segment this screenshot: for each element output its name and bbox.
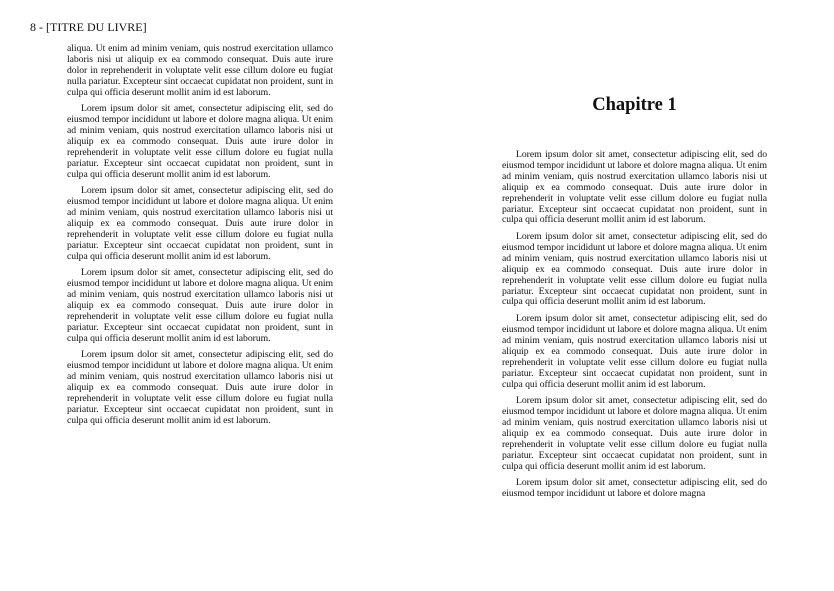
right-page-text xyxy=(502,150,767,506)
paragraph: Lorem ipsum dolor sit amet, consectetur adipiscing elit, sed do eiusmod tempor incididunt ut labore et dolore magna xyxy=(502,477,767,500)
paragraph: Lorem ipsum dolor sit amet, consectetur adipiscing elit, sed do eiusmod tempor incididunt ut labore et dolore magna aliqua. Ut enim ad minim veniam, quis nostrud exercitation ullamco laboris nisi ut aliquip ex ea commodo consequat. Duis aute irure dolor in reprehenderit in voluptate velit esse cillum dolore eu fugiat nulla pariatur. Excepteur sint occaecat cupidatat non proident, sunt in culpa qui officia deserunt mollit anim id est laborum. xyxy=(502,231,767,308)
paragraph: Lorem ipsum dolor sit amet, consectetur adipiscing elit, sed do eiusmod tempor incididunt ut labore et dolore magna aliqua. Ut enim ad minim veniam, quis nostrud exercitation ullamco laboris nisi ut aliquip ex ea commodo consequat. Duis aute irure dolor in reprehenderit in voluptate velit esse cillum dolore eu fugiat nulla pariatur. Excepteur sint occaecat cupidatat non proident, sunt in culpa qui officia deserunt mollit anim id est laborum. xyxy=(502,150,767,226)
right-page-text-area xyxy=(502,150,767,546)
paragraph: Lorem ipsum dolor sit amet, consectetur adipiscing elit, sed do eiusmod tempor incididunt ut labore et dolore magna aliqua. Ut enim ad minim veniam, quis nostrud exercitation ullamco laboris nisi ut aliquip ex ea commodo consequat. Duis aute irure dolor in reprehenderit in voluptate velit esse cillum dolore eu fugiat nulla pariatur. Excepteur sint occaecat cupidatat non proident, sunt in culpa qui officia deserunt mollit anim id est laborum. xyxy=(67,185,333,262)
chapter-title: Chapitre 1 xyxy=(592,95,677,115)
paragraph: Lorem ipsum dolor sit amet, consectetur adipiscing elit, sed do eiusmod tempor incididunt ut labore et dolore magna aliqua. Ut enim ad minim veniam, quis nostrud exercitation ullamco laboris nisi ut aliquip ex ea commodo consequat. Duis aute irure dolor in reprehenderit in voluptate velit esse cillum dolore eu fugiat nulla pariatur. Excepteur sint occaecat cupidatat non proident, sunt in culpa qui officia deserunt mollit anim id est laborum. xyxy=(67,267,333,344)
continued-paragraph: aliqua. Ut enim ad minim veniam, quis nostrud exercitation ullamco laboris nisi ut aliquip ex ea commodo consequat. Duis aute irure dolor in reprehenderit in voluptate velit esse cillum dolore eu fugiat nulla pariatur. Excepteur sint occaecat cupidatat non proident, sunt in culpa qui officia deserunt mollit anim id est laborum. xyxy=(67,43,333,98)
paragraph: Lorem ipsum dolor sit amet, consectetur adipiscing elit, sed do eiusmod tempor incididunt ut labore et dolore magna aliqua. Ut enim ad minim veniam, quis nostrud exercitation ullamco laboris nisi ut aliquip ex ea commodo consequat. Duis aute irure dolor in reprehenderit in voluptate velit esse cillum dolore eu fugiat nulla pariatur. Excepteur sint occaecat cupidatat non proident, sunt in culpa qui officia deserunt mollit anim id est laborum. xyxy=(67,103,333,180)
paragraph: Lorem ipsum dolor sit amet, consectetur adipiscing elit, sed do eiusmod tempor incididunt ut labore et dolore magna aliqua. Ut enim ad minim veniam, quis nostrud exercitation ullamco laboris nisi ut aliquip ex ea commodo consequat. Duis aute irure dolor in reprehenderit in voluptate velit esse cillum dolore eu fugiat nulla pariatur. Excepteur sint occaecat cupidatat non proident, sunt in culpa qui officia deserunt mollit anim id est laborum. xyxy=(502,313,767,390)
paragraph: Lorem ipsum dolor sit amet, consectetur adipiscing elit, sed do eiusmod tempor incididunt ut labore et dolore magna aliqua. Ut enim ad minim veniam, quis nostrud exercitation ullamco laboris nisi ut aliquip ex ea commodo consequat. Duis aute irure dolor in reprehenderit in voluptate velit esse cillum dolore eu fugiat nulla pariatur. Excepteur sint occaecat cupidatat non proident, sunt in culpa qui officia deserunt mollit anim id est laborum. xyxy=(502,395,767,472)
left-page-text xyxy=(67,44,333,432)
running-header: 8 - [TITRE DU LIVRE] xyxy=(30,20,147,34)
right-page xyxy=(502,0,767,591)
paragraph: Lorem ipsum dolor sit amet, consectetur adipiscing elit, sed do eiusmod tempor incididunt ut labore et dolore magna aliqua. Ut enim ad minim veniam, quis nostrud exercitation ullamco laboris nisi ut aliquip ex ea commodo consequat. Duis aute irure dolor in reprehenderit in voluptate velit esse cillum dolore eu fugiat nulla pariatur. Excepteur sint occaecat cupidatat non proident, sunt in culpa qui officia deserunt mollit anim id est laborum. xyxy=(67,349,333,426)
left-page xyxy=(67,0,333,591)
